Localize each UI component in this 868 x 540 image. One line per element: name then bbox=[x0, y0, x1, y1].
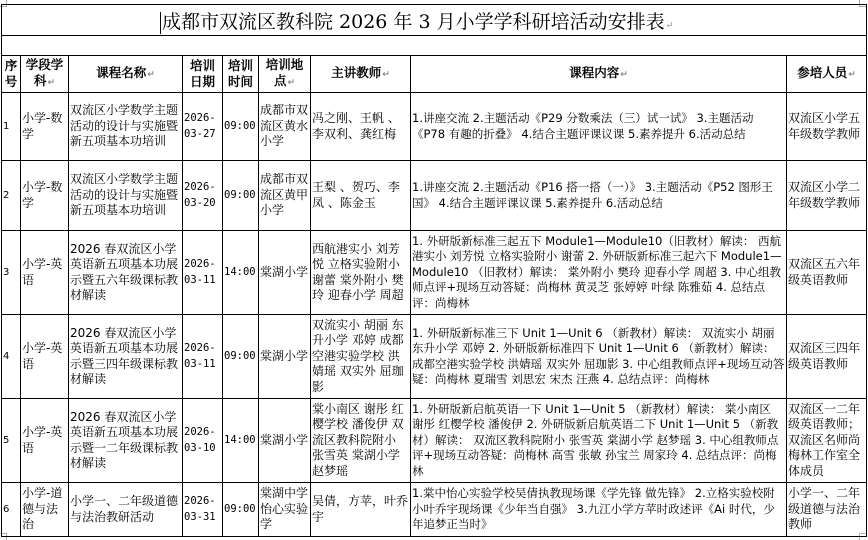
cell-teachers[interactable]: 王梨 、贺巧、李凤 、陈金玉 bbox=[311, 161, 411, 231]
header-course: 课程名称↵ bbox=[69, 56, 183, 93]
cell-seq[interactable]: 6 bbox=[2, 483, 21, 537]
cell-subject[interactable]: 小学-道德与法治 bbox=[21, 483, 69, 537]
cell-content[interactable]: 1. 外研版新标准三下 Unit 1—Unit 6 （新教材）解读： 双流实小 胡丽 东升小学 邓婷 2. 外研版新标准四下 Unit 1—Unit 6 （新教材）解读： 成都空港实验学校 洪婧瑶 双实外 屈珈影 3. 中心组教师点评+现场互动答疑：尚梅林 夏瑞雪 刘思宏 宋杰 汪燕 4. 总结点评：尚梅林 bbox=[411, 315, 787, 399]
cell-date[interactable]: 2026-03-31 bbox=[183, 483, 223, 537]
header-content: 课程内容↵ bbox=[411, 56, 787, 93]
text-cursor bbox=[160, 12, 161, 34]
cell-seq[interactable]: 2 bbox=[2, 161, 21, 231]
cell-time[interactable]: 09:00 bbox=[223, 93, 259, 161]
paragraph-mark-icon: ↵ bbox=[47, 78, 56, 88]
title-row bbox=[2, 5, 867, 36]
cell-seq[interactable]: 4 bbox=[2, 315, 21, 399]
cell-subject[interactable]: 小学-英语 bbox=[21, 315, 69, 399]
cell-course[interactable]: 2026 春双流区小学英语新五项基本功展示暨一二年级课标教材解读 bbox=[69, 399, 183, 483]
cell-location[interactable]: 成都市双流区黄甲小学 bbox=[259, 161, 311, 231]
schedule-table bbox=[1, 4, 867, 537]
paragraph-mark-icon: ↵ bbox=[147, 70, 155, 80]
cell-course[interactable]: 小学一、二年级道德与法治教研活动 bbox=[69, 483, 183, 537]
header-row bbox=[2, 56, 867, 93]
cell-date[interactable]: 2026-03-27 bbox=[183, 93, 223, 161]
cell-subject[interactable]: 小学-英语 bbox=[21, 399, 69, 483]
cell-course[interactable]: 双流区小学数学主题活动的设计与实施暨新五项基本功培训 bbox=[69, 161, 183, 231]
header-attendees: 参培人员↵ bbox=[787, 56, 867, 93]
table-row bbox=[2, 399, 867, 483]
cell-teachers[interactable]: 冯之刚、王帆 、李双利、龚红梅 bbox=[311, 93, 411, 161]
cell-date[interactable]: 2026-03-11 bbox=[183, 231, 223, 315]
cell-course[interactable]: 双流区小学数学主题活动的设计与实施暨新五项基本功培训 bbox=[69, 93, 183, 161]
table-row bbox=[2, 483, 867, 537]
header-teachers: 主讲教师↵ bbox=[311, 56, 411, 93]
cell-location[interactable]: 棠湖小学 bbox=[259, 315, 311, 399]
table-row bbox=[2, 315, 867, 399]
paragraph-mark-icon: ↵ bbox=[665, 20, 674, 31]
cell-attendees[interactable]: 双流区小学五年级数学教师 bbox=[787, 93, 867, 161]
cell-content[interactable]: 1. 外研版新标准三起五下 Module1—Module10（旧教材）解读： 西航港实小 刘芳悦 立格实验附小 谢蕾 2. 外研版新标准三起六下 Module1—Module10 （旧教材）解读： 棠外附小 樊玲 迎春小学 周超 3. 中心组教师点评+现场互动答疑：尚梅林 黄灵芝 张婷婷 叶绿 陈雅茹 4. 总结点评：尚梅林 bbox=[411, 231, 787, 315]
cell-date[interactable]: 2026-03-20 bbox=[183, 161, 223, 231]
cell-seq[interactable]: 3 bbox=[2, 231, 21, 315]
paragraph-mark-icon: ↵ bbox=[287, 78, 296, 88]
cell-content[interactable]: 1.棠中怡心实验学校吴倩执教现场课《学先锋 做先锋》 2.立格实验校附小叶乔宇现场课《少年当自强》 3.九江小学方苹时政述评《Ai 时代，少年追梦正当时》 bbox=[411, 483, 787, 537]
cell-time[interactable]: 14:00 bbox=[223, 231, 259, 315]
cell-location[interactable]: 成都市双流区黄水小学 bbox=[259, 93, 311, 161]
cell-date[interactable]: 2026-03-11 bbox=[183, 315, 223, 399]
header-seq: 序号 bbox=[2, 56, 21, 93]
cell-course[interactable]: 2026 春双流区小学英语新五项基本功展示暨五六年级课标教材解读 bbox=[69, 231, 183, 315]
table-row bbox=[2, 161, 867, 231]
cell-attendees[interactable]: 双流区一二年级英语教师；双流区名师尚梅林工作室全体成员 bbox=[787, 399, 867, 483]
cell-time[interactable]: 09:00 bbox=[223, 483, 259, 537]
empty-cell[interactable] bbox=[2, 36, 867, 56]
paragraph-mark-icon: ↵ bbox=[382, 70, 390, 80]
cell-course[interactable]: 2026 春双流区小学英语新五项基本功展示暨三四年级课标教材解读 bbox=[69, 315, 183, 399]
cell-content[interactable]: 1.讲座交流 2.主题活动《P16 搭一搭（一）》 3.主题活动《P52 图形王国》 4.结合主题评课议课 5.素养提升 6.活动总结 bbox=[411, 161, 787, 231]
cell-location[interactable]: 棠湖小学 bbox=[259, 231, 311, 315]
table-row bbox=[2, 93, 867, 161]
header-time: 培训时间 bbox=[223, 56, 259, 93]
cell-teachers[interactable]: 双流实小 胡丽 东升小学 邓婷 成都空港实验学校 洪婧瑶 双实外 屈珈影 bbox=[311, 315, 411, 399]
cell-teachers[interactable]: 西航港实小 刘芳悦 立格实验附小 谢蕾 棠外附小 樊玲 迎春小学 周超 bbox=[311, 231, 411, 315]
cell-subject[interactable]: 小学-数学 bbox=[21, 93, 69, 161]
header-location: 培训地点↵ bbox=[259, 56, 311, 93]
cell-location[interactable]: 棠湖小学 bbox=[259, 399, 311, 483]
cell-teachers[interactable]: 吴倩，方苹，叶乔宇 bbox=[311, 483, 411, 537]
header-subject: 学段学科↵ bbox=[21, 56, 69, 93]
cell-attendees[interactable]: 小学一、二年级道德与法治教师 bbox=[787, 483, 867, 537]
cell-seq[interactable]: 5 bbox=[2, 399, 21, 483]
cell-attendees[interactable]: 双流区小学二年级数学教师 bbox=[787, 161, 867, 231]
cell-time[interactable]: 14:00 bbox=[223, 399, 259, 483]
table-row bbox=[2, 231, 867, 315]
cell-location[interactable]: 棠湖中学怡心实验学 bbox=[259, 483, 311, 537]
empty-row bbox=[2, 36, 867, 56]
paragraph-mark-icon: ↵ bbox=[848, 70, 856, 80]
cell-content[interactable]: 1.讲座交流 2.主题活动《P29 分数乘法（三）试一试》 3.主题活动《P78 有趣的折叠》 4.结合主题评课议课 5.素养提升 6.活动总结 bbox=[411, 93, 787, 161]
cell-subject[interactable]: 小学-数学 bbox=[21, 161, 69, 231]
document-title: 成都市双流区教科院 2026 年 3 月小学学科研培活动安排表 bbox=[162, 10, 665, 33]
cell-subject[interactable]: 小学-英语 bbox=[21, 231, 69, 315]
cell-content[interactable]: 1. 外研版新启航英语一下 Unit 1—Unit 5 （新教材）解读： 棠小南区 谢彤 红樱学校 潘俊伊 2. 外研版新启航英语二下 Unit 1—Unit 5 （新教材）解读： 双流区教科院附小 张雪英 棠湖小学 赵梦瑶 3. 中心组教师点评+现场互动答疑：尚梅林 高雪 张敏 孙宝兰 周家玲 4. 总结点评：尚梅林 bbox=[411, 399, 787, 483]
header-date: 培训日期 bbox=[183, 56, 223, 93]
cell-time[interactable]: 09:00 bbox=[223, 315, 259, 399]
cell-time[interactable]: 09:00 bbox=[223, 161, 259, 231]
cell-attendees[interactable]: 双流区五六年级英语教师 bbox=[787, 231, 867, 315]
cell-date[interactable]: 2026-03-10 bbox=[183, 399, 223, 483]
document-title-cell[interactable] bbox=[2, 5, 867, 36]
paragraph-mark-icon: ↵ bbox=[620, 70, 628, 80]
cell-teachers[interactable]: 棠小南区 谢彤 红樱学校 潘俊伊 双流区教科院附小 张雪英 棠湖小学 赵梦瑶 bbox=[311, 399, 411, 483]
cell-attendees[interactable]: 双流区三四年级英语教师 bbox=[787, 315, 867, 399]
cell-seq[interactable]: 1 bbox=[2, 93, 21, 161]
